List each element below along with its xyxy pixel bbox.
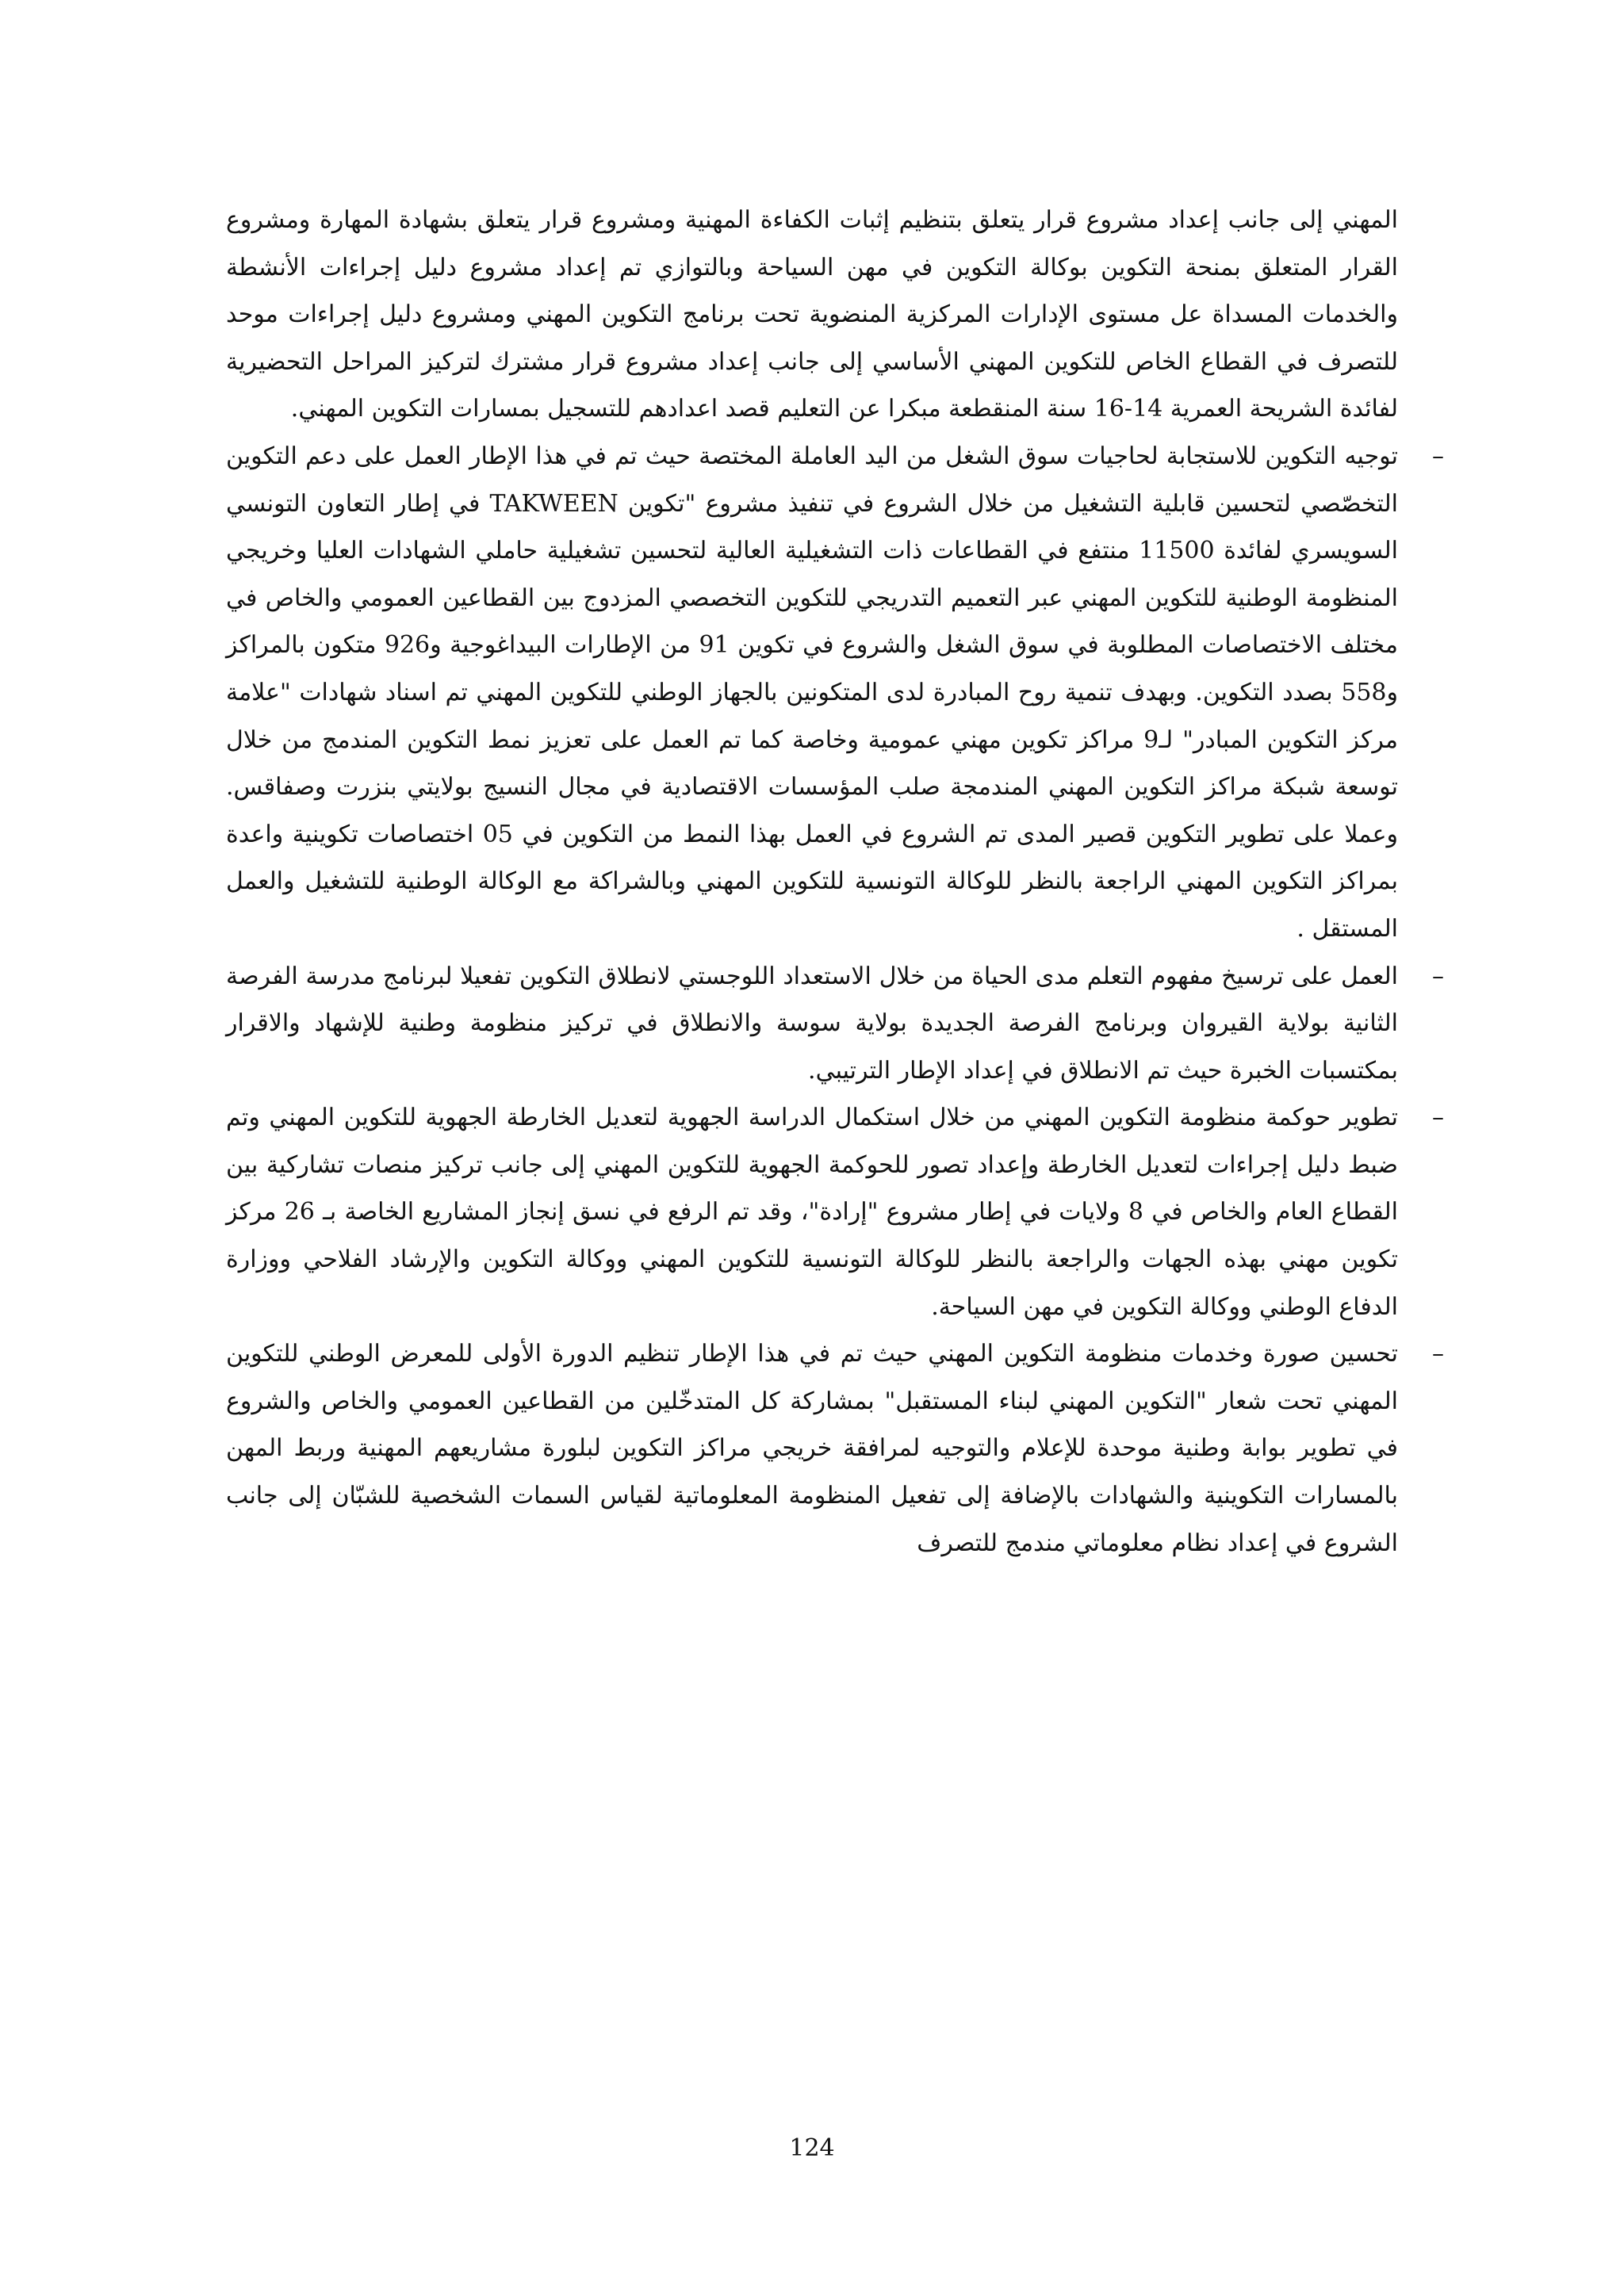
page-number: 124 xyxy=(789,2134,835,2162)
list-item-text: توجيه التكوين للاستجابة لحاجيات سوق الشغل من اليد العاملة المختصة حيث تم في هذا الإطار العمل على دعم التكوين التخصّصي لتحسين قابلية التشغيل من خلال الشروع في تنفيذ مشروع "تكوين TAKWEEN في إطار التعاون التونسي السويسري لفائدة 11500 منتفع في القطاعات ذات التشغيلية العالية لتحسين تشغيلية حاملي الشهادات العليا وخريجي المنظومة الوطنية للتكوين المهني عبر التعميم التدريجي للتكوين التخصصي المزدوج بين القطاعين العمومي والخاص في مختلف الاختصاصات المطلوبة في سوق الشغل والشروع في تكوين 91 من الإطارات البيداغوجية و926 متكون بالمراكز و558 بصدد التكوين. وبهدف تنمية روح المبادرة لدى المتكونين بالجهاز الوطني للتكوين المهني تم اسناد شهادات "علامة مركز التكوين المبادر" لـ9 مراكز تكوين مهني عمومية وخاصة كما تم العمل على تعزيز نمط التكوين المندمج من خلال توسعة شبكة مراكز التكوين المهني المندمجة صلب المؤسسات الاقتصادية في مجال النسيج بولايتي بنزرت وصفاقس. وعملا على تطوير التكوين قصير المدى تم الشروع في العمل بهذا النمط من التكوين في 05 اختصاصات تكوينية واعدة بمراكز التكوين المهني الراجعة بالنظر للوكالة التونسية للتكوين المهني وبالشراكة مع الوكالة الوطنية للتشغيل والعمل المستقل . xyxy=(226,442,1399,943)
list-item-text: العمل على ترسيخ مفهوم التعلم مدى الحياة من خلال الاستعداد اللوجستي لانطلاق التكوين تفعيلا لبرنامج مدرسة الفرصة الثانية بولاية القيروان وبرنامج الفرصة الجديدة بولاية سوسة والانطلاق في تركيز منظومة وطنية للإشهاد والاقرار بمكتسبات الخبرة حيث تم الانطلاق في إعداد الإطار الترتيبي. xyxy=(226,962,1398,1085)
bullet-list xyxy=(226,433,1444,1567)
document-body xyxy=(226,197,1444,1567)
dash-bullet-icon: – xyxy=(1432,962,1444,990)
intro-paragraph: المهني إلى جانب إعداد مشروع قرار يتعلق بتنظيم إثبات الكفاءة المهنية ومشروع قرار يتعلق بشهادة المهارة ومشروع القرار المتعلق بمنحة التكوين بوكالة التكوين في مهن السياحة وبالتوازي تم إعداد مشروع دليل إجراءات الأنشطة والخدمات المسداة عل مستوى الإدارات المركزية المنضوية تحت برنامج التكوين المهني ومشروع دليل إجراءات موحد للتصرف في القطاع الخاص للتكوين المهني الأساسي إلى جانب إعداد مشروع قرار مشترك لتركيز المراحل التحضيرية لفائدة الشريحة العمرية 14-16 سنة المنقطعة مبكرا عن التعليم قصد اعدادهم للتسجيل بمسارات التكوين المهني. xyxy=(226,206,1399,423)
list-item xyxy=(226,1330,1444,1567)
list-item xyxy=(226,953,1444,1095)
dash-bullet-icon: – xyxy=(1432,1340,1444,1368)
list-item xyxy=(226,433,1444,953)
dash-bullet-icon: – xyxy=(1432,442,1444,470)
list-item-text: تطوير حوكمة منظومة التكوين المهني من خلال استكمال الدراسة الجهوية لتعديل الخارطة الجهوية للتكوين المهني وتم ضبط دليل إجراءات لتعديل الخارطة وإعداد تصور للحوكمة الجهوية للتكوين المهني إلى جانب تركيز منصات تشاركية بين القطاع العام والخاص في 8 ولايات في إطار مشروع "إرادة"، وقد تم الرفع في نسق إنجاز المشاريع الخاصة بـ 26 مركز تكوين مهني بهذه الجهات والراجعة بالنظر للوكالة التونسية للتكوين المهني ووكالة التكوين والإرشاد الفلاحي ووزارة الدفاع الوطني ووكالة التكوين في مهن السياحة. xyxy=(226,1104,1398,1321)
list-item-text: تحسين صورة وخدمات منظومة التكوين المهني حيث تم في هذا الإطار تنظيم الدورة الأولى للمعرض الوطني للتكوين المهني تحت شعار "التكوين المهني لبناء المستقبل" بمشاركة كل المتدخّلين من القطاعين العمومي والخاص والشروع في تطوير بوابة وطنية موحدة للإعلام والتوجيه لمرافقة خريجي مراكز التكوين لبلورة مشاريعهم المهنية وربط المهن بالمسارات التكوينية والشهادات بالإضافة إلى تفعيل المنظومة المعلوماتية لقياس السمات الشخصية للشبّان إلى جانب الشروع في إعداد نظام معلوماتي مندمج للتصرف xyxy=(226,1340,1398,1557)
list-item xyxy=(226,1094,1444,1330)
dash-bullet-icon: – xyxy=(1432,1104,1444,1132)
